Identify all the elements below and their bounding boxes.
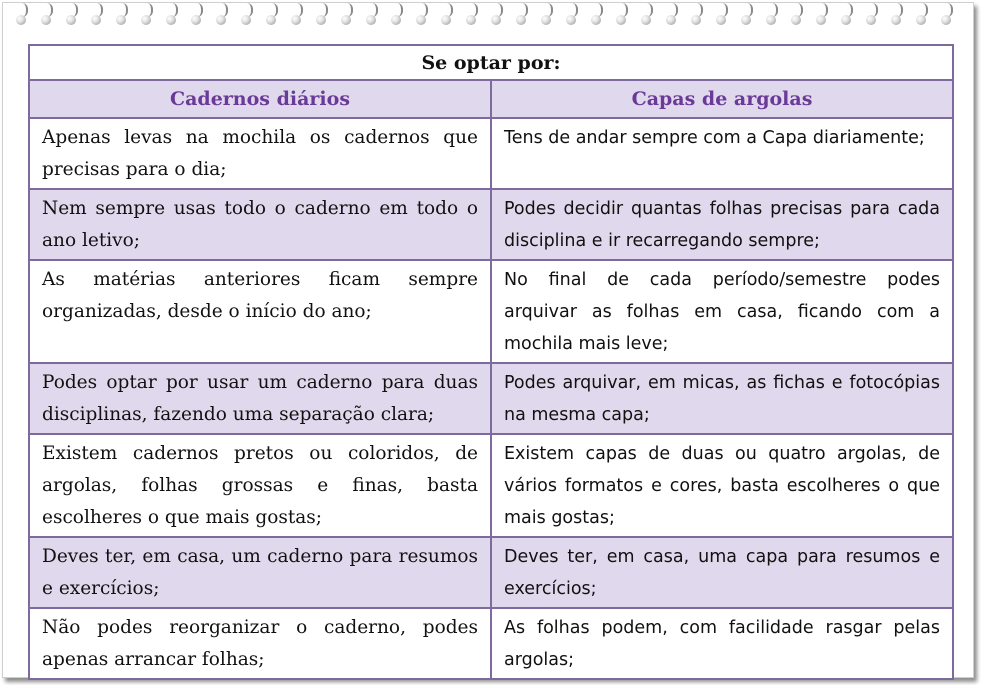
cell-cadernos: Não podes reorganizar o caderno, podes apenas arrancar folhas;	[29, 608, 491, 679]
spiral-ring-icon	[911, 3, 936, 29]
cell-cadernos: Existem cadernos pretos ou coloridos, de argolas, folhas grossas e finas, basta escolheres o que mais gostas;	[29, 434, 491, 537]
spiral-ring-icon	[161, 3, 186, 29]
spiral-ring-icon	[211, 3, 236, 29]
spiral-ring-icon	[761, 3, 786, 29]
spiral-binding	[11, 3, 971, 29]
cell-cadernos: Deves ter, em casa, um caderno para resumos e exercícios;	[29, 537, 491, 608]
spiral-ring-icon	[261, 3, 286, 29]
cell-capas: Podes arquivar, em micas, as fichas e fotocópias na mesma capa;	[491, 363, 953, 434]
spiral-ring-icon	[436, 3, 461, 29]
spiral-ring-icon	[811, 3, 836, 29]
spiral-ring-icon	[36, 3, 61, 29]
spiral-ring-icon	[611, 3, 636, 29]
notebook-page	[2, 2, 974, 678]
spiral-ring-icon	[711, 3, 736, 29]
spiral-ring-icon	[686, 3, 711, 29]
spiral-ring-icon	[186, 3, 211, 29]
spiral-ring-icon	[586, 3, 611, 29]
cell-capas: No final de cada período/semestre podes arquivar as folhas em casa, ficando com a mochila mais leve;	[491, 260, 953, 363]
cell-capas: As folhas podem, com facilidade rasgar pelas argolas;	[491, 608, 953, 679]
table-row	[29, 537, 953, 608]
cell-capas: Existem capas de duas ou quatro argolas, de vários formatos e cores, basta escolheres o que mais gostas;	[491, 434, 953, 537]
column-header-cadernos: Cadernos diários	[29, 80, 491, 118]
spiral-ring-icon	[786, 3, 811, 29]
spiral-ring-icon	[886, 3, 911, 29]
table-row	[29, 118, 953, 189]
spiral-ring-icon	[11, 3, 36, 29]
spiral-ring-icon	[836, 3, 861, 29]
cell-cadernos: Apenas levas na mochila os cadernos que precisas para o dia;	[29, 118, 491, 189]
table-row	[29, 189, 953, 260]
spiral-ring-icon	[736, 3, 761, 29]
cell-capas: Podes decidir quantas folhas precisas para cada disciplina e ir recarregando sempre;	[491, 189, 953, 260]
spiral-ring-icon	[936, 3, 961, 29]
spiral-ring-icon	[486, 3, 511, 29]
spiral-ring-icon	[136, 3, 161, 29]
spiral-ring-icon	[236, 3, 261, 29]
spiral-ring-icon	[636, 3, 661, 29]
cell-cadernos: As matérias anteriores ficam sempre organizadas, desde o início do ano;	[29, 260, 491, 363]
cell-capas: Tens de andar sempre com a Capa diariamente;	[491, 118, 953, 189]
spiral-ring-icon	[336, 3, 361, 29]
table-row	[29, 434, 953, 537]
table-title: Se optar por:	[29, 45, 953, 80]
cell-capas: Deves ter, em casa, uma capa para resumos e exercícios;	[491, 537, 953, 608]
table-row	[29, 363, 953, 434]
spiral-ring-icon	[361, 3, 386, 29]
spiral-ring-icon	[61, 3, 86, 29]
table-row	[29, 260, 953, 363]
spiral-ring-icon	[86, 3, 111, 29]
spiral-ring-icon	[461, 3, 486, 29]
spiral-ring-icon	[311, 3, 336, 29]
spiral-ring-icon	[286, 3, 311, 29]
spiral-ring-icon	[411, 3, 436, 29]
spiral-ring-icon	[511, 3, 536, 29]
cell-cadernos: Podes optar por usar um caderno para duas disciplinas, fazendo uma separação clara;	[29, 363, 491, 434]
cell-cadernos: Nem sempre usas todo o caderno em todo o ano letivo;	[29, 189, 491, 260]
column-header-capas: Capas de argolas	[491, 80, 953, 118]
spiral-ring-icon	[661, 3, 686, 29]
comparison-table	[28, 44, 954, 680]
table-row	[29, 608, 953, 679]
spiral-ring-icon	[536, 3, 561, 29]
spiral-ring-icon	[111, 3, 136, 29]
spiral-ring-icon	[561, 3, 586, 29]
spiral-ring-icon	[861, 3, 886, 29]
spiral-ring-icon	[386, 3, 411, 29]
